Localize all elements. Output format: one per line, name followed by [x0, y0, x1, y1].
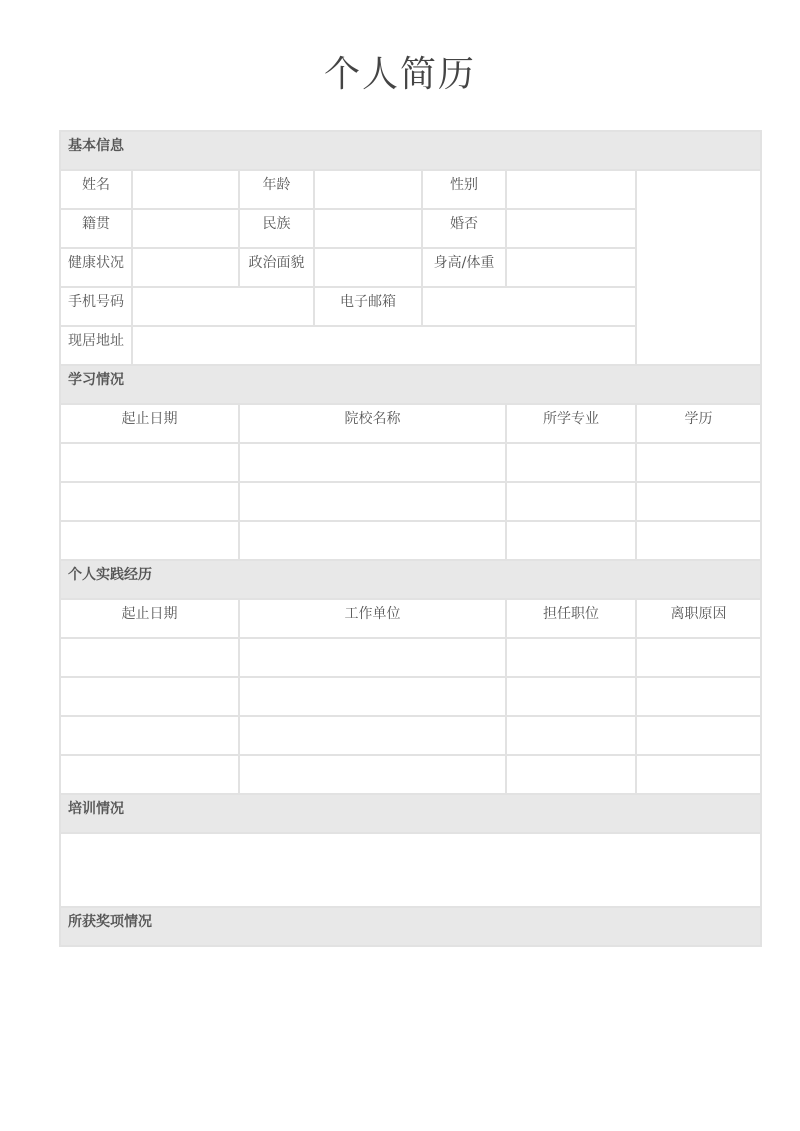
table-row	[60, 638, 761, 677]
edu-header-major: 所学专业	[506, 404, 636, 443]
edu-cell-major[interactable]	[506, 443, 636, 482]
edu-cell-major[interactable]	[506, 521, 636, 560]
section-basic-info: 基本信息	[60, 131, 761, 170]
edu-cell-school[interactable]	[239, 443, 506, 482]
label-gender: 性别	[422, 170, 506, 209]
page-title: 个人简历	[323, 54, 476, 95]
table-row	[60, 482, 761, 521]
section-training: 培训情况	[60, 794, 761, 833]
practice-cell-date[interactable]	[60, 677, 239, 716]
label-address: 现居地址	[60, 326, 132, 365]
field-health[interactable]	[132, 248, 239, 287]
practice-cell-reason[interactable]	[636, 755, 761, 794]
practice-header-company: 工作单位	[239, 599, 506, 638]
label-height-weight: 身高/体重	[422, 248, 506, 287]
practice-cell-company[interactable]	[239, 677, 506, 716]
field-ethnicity[interactable]	[314, 209, 422, 248]
practice-cell-company[interactable]	[239, 638, 506, 677]
practice-cell-date[interactable]	[60, 716, 239, 755]
practice-cell-reason[interactable]	[636, 677, 761, 716]
resume-table	[59, 130, 762, 947]
field-marital[interactable]	[506, 209, 636, 248]
field-phone[interactable]	[132, 287, 314, 326]
edu-cell-degree[interactable]	[636, 482, 761, 521]
edu-cell-date[interactable]	[60, 443, 239, 482]
field-name[interactable]	[132, 170, 239, 209]
field-address[interactable]	[132, 326, 636, 365]
field-gender[interactable]	[506, 170, 636, 209]
label-phone: 手机号码	[60, 287, 132, 326]
practice-cell-company[interactable]	[239, 716, 506, 755]
practice-cell-position[interactable]	[506, 677, 636, 716]
field-height-weight[interactable]	[506, 248, 636, 287]
label-health: 健康状况	[60, 248, 132, 287]
practice-header-reason: 离职原因	[636, 599, 761, 638]
edu-cell-school[interactable]	[239, 482, 506, 521]
edu-header-degree: 学历	[636, 404, 761, 443]
field-email[interactable]	[422, 287, 636, 326]
table-row	[60, 716, 761, 755]
label-name: 姓名	[60, 170, 132, 209]
table-row	[60, 443, 761, 482]
section-practice: 个人实践经历	[60, 560, 761, 599]
section-education: 学习情况	[60, 365, 761, 404]
training-content[interactable]	[60, 833, 761, 907]
label-marital: 婚否	[422, 209, 506, 248]
label-political: 政治面貌	[239, 248, 314, 287]
section-awards: 所获奖项情况	[60, 907, 761, 946]
edu-header-school: 院校名称	[239, 404, 506, 443]
practice-header-date: 起止日期	[60, 599, 239, 638]
edu-cell-date[interactable]	[60, 521, 239, 560]
label-email: 电子邮箱	[314, 287, 422, 326]
edu-cell-degree[interactable]	[636, 521, 761, 560]
photo-area[interactable]	[636, 170, 761, 365]
practice-cell-reason[interactable]	[636, 716, 761, 755]
table-row	[60, 677, 761, 716]
edu-cell-school[interactable]	[239, 521, 506, 560]
field-political[interactable]	[314, 248, 422, 287]
label-ethnicity: 民族	[239, 209, 314, 248]
edu-cell-degree[interactable]	[636, 443, 761, 482]
edu-cell-date[interactable]	[60, 482, 239, 521]
field-age[interactable]	[314, 170, 422, 209]
label-native-place: 籍贯	[60, 209, 132, 248]
table-row	[60, 521, 761, 560]
practice-cell-date[interactable]	[60, 638, 239, 677]
practice-cell-position[interactable]	[506, 755, 636, 794]
practice-cell-company[interactable]	[239, 755, 506, 794]
practice-header-position: 担任职位	[506, 599, 636, 638]
edu-header-date: 起止日期	[60, 404, 239, 443]
practice-cell-reason[interactable]	[636, 638, 761, 677]
practice-cell-position[interactable]	[506, 638, 636, 677]
label-age: 年龄	[239, 170, 314, 209]
field-native-place[interactable]	[132, 209, 239, 248]
edu-cell-major[interactable]	[506, 482, 636, 521]
practice-cell-date[interactable]	[60, 755, 239, 794]
practice-cell-position[interactable]	[506, 716, 636, 755]
table-row	[60, 755, 761, 794]
